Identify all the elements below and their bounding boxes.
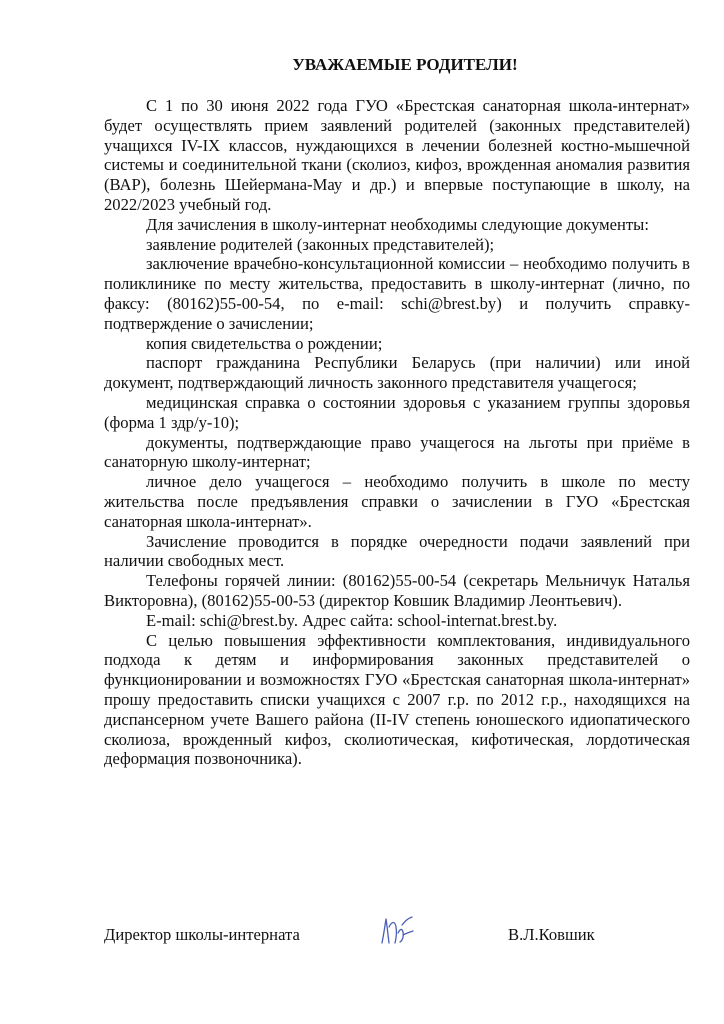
paragraph-enrollment-order: Зачисление проводится в порядке очередности подачи заявлений при наличии свободных мест. — [104, 531, 690, 571]
paragraph-request: С целью повышения эффективности комплектования, индивидуального подхода к детям и информирования законных представителей о функционировании и возможностях ГУО «Брестская санаторная школа-интернат» прошу предоставить списки учащихся с 2007 г.р. по 2012 г.р., находящихся на диспансерном учете Вашего района (II-IV степень юношеского идиопатического сколиоза, врожденный кифоз, сколиотическая, кифотическая, лордотическая деформация позвоночника). — [104, 630, 690, 769]
list-item-medical-certificate: медицинская справка о состоянии здоровья с указанием группы здоровья (форма 1 здр/у-10); — [104, 392, 690, 432]
list-item-benefit-documents: документы, подтверждающие право учащегося на льготы при приёме в санаторную школу-интернат; — [104, 432, 690, 472]
signature-role: Директор школы-интерната — [104, 925, 300, 944]
paragraph-contacts: E-mail: schi@brest.by. Адрес сайта: school-internat.brest.by. — [146, 610, 558, 630]
paragraph-hotline: Телефоны горячей линии: (80162)55-00-54 (секретарь Мельничук Наталья Викторовна), (80162)55-00-53 (директор Ковшик Владимир Леонтьевич). — [104, 571, 690, 610]
list-item-commission-conclusion: заключение врачебно-консультационной комиссии – необходимо получить в поликлинике по месту жительства, предоставить в школу-интернат (лично, по факсу: (80162)55-00-54, по e-mail: schi@brest.by) и получить справку-подтверждение о зачислении; — [104, 254, 690, 333]
page-title: УВАЖАЕМЫЕ РОДИТЕЛИ! — [292, 55, 518, 74]
handwritten-signature-icon — [376, 913, 416, 949]
list-item-application: заявление родителей (законных представителей); — [146, 234, 495, 254]
list-item-passport: паспорт гражданина Республики Беларусь (при наличии) или иной документ, подтверждающий личность законного представителя учащегося; — [104, 353, 690, 393]
list-item-birth-certificate: копия свидетельства о рождении; — [146, 333, 383, 353]
signature-block — [104, 925, 690, 949]
list-item-personal-file: личное дело учащегося – необходимо получить в школе по месту жительства после предъявления справки о зачислении в ГУО «Брестская санаторная школа-интернат». — [104, 472, 690, 531]
paragraph-intro: С 1 по 30 июня 2022 года ГУО «Брестская санаторная школа-интернат» будет осуществлять прием заявлений родителей (законных представителей) учащихся IV-IX классов, нуждающихся в лечении болезней костно-мышечной системы и соединительной ткани (сколиоз, кифоз, врожденная аномалия развития (ВАР), болезнь Шейермана-Мау и др.) и впервые поступающие в школу, на 2022/2023 учебный год. — [104, 96, 690, 214]
document-body — [104, 54, 690, 769]
signature-name: В.Л.Ковшик — [508, 925, 595, 944]
paragraph-documents-required: Для зачисления в школу-интернат необходимы следующие документы: — [146, 214, 649, 234]
